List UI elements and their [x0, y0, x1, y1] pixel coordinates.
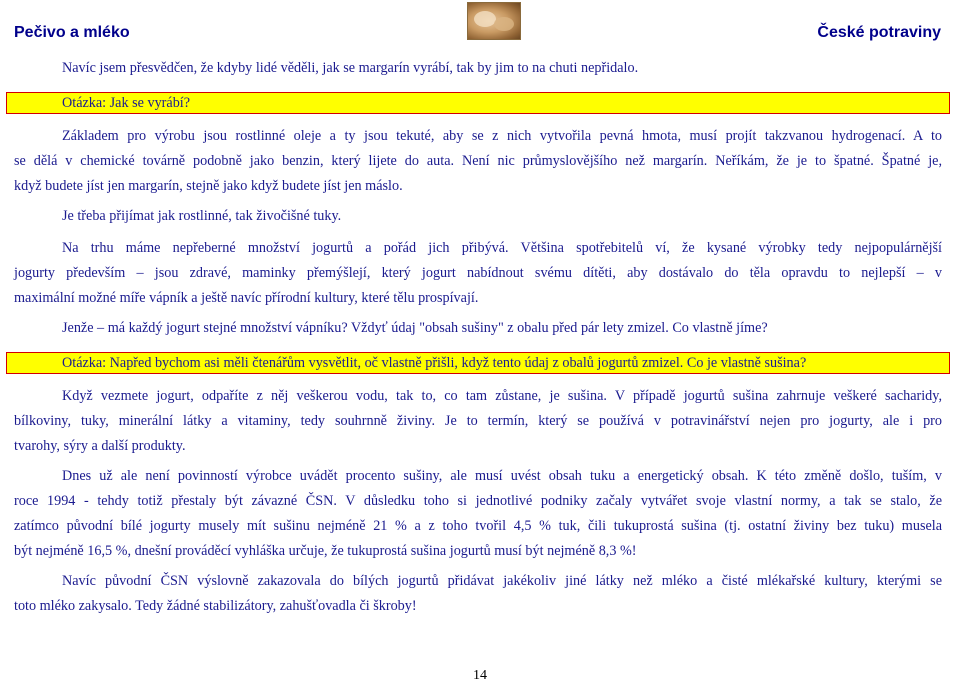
paragraph-line: Dnes už ale není povinností výrobce uvádět procento sušiny, ale musí uvést obsah tuku a energetický obsah. K této změně došlo, tuším, v [62, 468, 942, 484]
paragraph-line: Jenže – má každý jogurt stejné množství vápníku? Vždyť údaj "obsah sušiny" z obalu před pár lety zmizel. Co vlastně jíme? [62, 320, 768, 336]
paragraph-line: když budete jíst jen margarín, stejně jako když budete jíst jen máslo. [14, 178, 403, 194]
paragraph-line: Když vezmete jogurt, odpaříte z něj veškerou vodu, tak to, co tam zůstane, je sušina. V případě jogurtů sušina zahrnuje veškeré sacharidy, [62, 388, 942, 404]
header-publication-title: České potraviny [817, 24, 941, 41]
paragraph-line: jogurty především – jsou zdravé, maminky přemýšlejí, který jogurt nabídnout svému dítěti, aby dostávalo do těla opravdu to nejlepší – v [14, 265, 942, 281]
question-line: Otázka: Jak se vyrábí? [62, 95, 191, 111]
paragraph-line: toto mléko zakysalo. Tedy žádné stabilizátory, zahušťovadla či škroby! [14, 598, 417, 614]
paragraph-line: roce 1994 - tehdy totiž přestaly být závazné ČSN. V důsledku toho si jednotlivé podniky začaly vytvářet svoje vlastní normy, a tak se stalo, že [14, 493, 942, 509]
paragraph-line: Základem pro výrobu jsou rostlinné oleje a ty jsou tekuté, aby se z nich vytvořila pevná hmota, musí projít takzvanou hydrogenací. A to [62, 128, 942, 144]
paragraph-line: Navíc původní ČSN výslovně zakazovala do bílých jogurtů přidávat jakékoliv jiné látky než mléko a čisté mlékařské kultury, kterými se [62, 573, 942, 589]
paragraph-line: Je třeba přijímat jak rostlinné, tak živočišné tuky. [62, 208, 342, 224]
paragraph-line: se dělá v chemické továrně podobně jako benzin, který lijete do auta. Není nic průmyslovějšího než margarín. Neříkám, že je to špatné. Špatné je, [14, 153, 942, 169]
bread-photo-icon [467, 2, 521, 40]
header-section-title: Pečivo a mléko [14, 24, 130, 41]
paragraph-line: zatímco původní bílé jogurty musely mít sušinu nejméně 21 % a z toho tvořil 4,5 % tuk, čili tukuprostá sušina (tj. ostatní živiny bez tuku) musela [14, 518, 942, 534]
paragraph-line: Na trhu máme nepřeberné množství jogurtů a pořád jich přibývá. Většina spotřebitelů ví, že kysané výrobky tedy nejpopulárnější [62, 240, 942, 256]
paragraph-line: maximální možné míře vápník a ještě navíc přírodní kultury, které tělu prospívají. [14, 290, 479, 306]
paragraph-line: bílkoviny, tuky, minerální látky a vitaminy, tedy souhrnně živiny. Je to termín, který se používá v potravinářství nejen pro jogurty, ale i pro [14, 413, 942, 429]
paragraph-line: tvarohy, sýry a další produkty. [14, 438, 186, 454]
question-line: Otázka: Napřed bychom asi měli čtenářům vysvětlit, oč vlastně přišli, když tento údaj z obalů jogurtů zmizel. Co je vlastně sušina? [62, 355, 807, 371]
paragraph-line: být nejméně 16,5 %, dnešní prováděcí vyhláška určuje, že tukuprostá sušina jogurtů musí být nejméně 8,3 %! [14, 543, 637, 559]
page-number: 14 [473, 668, 487, 683]
paragraph-line: Navíc jsem přesvědčen, že kdyby lidé věděli, jak se margarín vyrábí, tak by jim to na chuti nepřidalo. [62, 60, 639, 76]
